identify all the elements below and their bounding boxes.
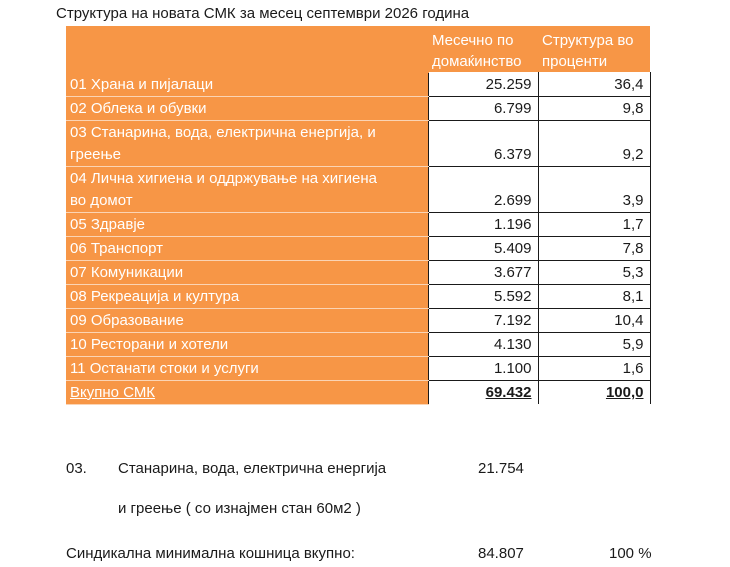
row-percent-value: 36,4 <box>538 72 650 96</box>
row-category-line1: 04 Лична хигиена и оддржување на хигиена <box>70 169 377 187</box>
row-category <box>66 166 428 212</box>
note-label-line1: Станарина, вода, електрична енергија <box>118 460 387 477</box>
summary-value: 84.807 <box>478 545 524 562</box>
row-percent-value: 5,3 <box>538 260 650 284</box>
total-monthly-value: 69.432 <box>428 380 538 404</box>
row-category <box>66 284 428 308</box>
row-category <box>66 96 428 120</box>
row-category-line2: во домот <box>70 191 133 209</box>
row-category-line1: 01 Храна и пијалаци <box>70 75 214 93</box>
row-percent-value: 7,8 <box>538 236 650 260</box>
row-monthly-value: 5.592 <box>428 284 538 308</box>
table-row <box>66 332 650 356</box>
table-header-row <box>66 26 650 72</box>
row-monthly-value: 4.130 <box>428 332 538 356</box>
table-row <box>66 236 650 260</box>
total-label: Вкупно СМК <box>66 380 428 404</box>
summary-percent: 100 % <box>609 545 652 562</box>
row-percent-value: 10,4 <box>538 308 650 332</box>
row-category-line1: 07 Комуникации <box>70 263 184 281</box>
header-blank-cell <box>66 26 428 72</box>
table-row <box>66 212 650 236</box>
row-category-line1: 05 Здравје <box>70 215 145 233</box>
row-percent-value: 3,9 <box>538 166 650 212</box>
smk-structure-table <box>66 26 651 405</box>
table-row <box>66 356 650 380</box>
row-category <box>66 236 428 260</box>
row-monthly-value: 6.379 <box>428 120 538 166</box>
row-percent-value: 5,9 <box>538 332 650 356</box>
row-category <box>66 72 428 96</box>
row-percent-value: 9,8 <box>538 96 650 120</box>
row-monthly-value: 7.192 <box>428 308 538 332</box>
row-monthly-value: 5.409 <box>428 236 538 260</box>
header-structure-percent: Структура во проценти <box>538 26 650 72</box>
row-monthly-value: 1.100 <box>428 356 538 380</box>
row-percent-value: 1,6 <box>538 356 650 380</box>
row-category-line1: 09 Образование <box>70 311 184 329</box>
table-row <box>66 308 650 332</box>
row-category <box>66 120 428 166</box>
row-category-line2: греење <box>70 145 122 163</box>
row-category-line1: 10 Ресторани и хотели <box>70 335 229 353</box>
row-monthly-value: 6.799 <box>428 96 538 120</box>
table-row <box>66 166 650 212</box>
row-category <box>66 260 428 284</box>
header-monthly-per-household: Месечно по домаќинство <box>428 26 538 72</box>
note-code: 03. <box>66 460 87 477</box>
summary-label: Синдикална минимална кошница вкупно: <box>66 545 355 562</box>
page-title: Структура на новата СМК за месец септември 2026 година <box>56 5 470 22</box>
row-category <box>66 212 428 236</box>
table-row <box>66 120 650 166</box>
row-category-line1: 03 Станарина, вода, електрична енергија, и <box>70 123 376 141</box>
row-category-line1: 02 Облека и обувки <box>70 99 207 117</box>
row-category <box>66 356 428 380</box>
row-percent-value: 8,1 <box>538 284 650 308</box>
table-row <box>66 284 650 308</box>
table-row <box>66 260 650 284</box>
row-monthly-value: 25.259 <box>428 72 538 96</box>
row-category-line1: 08 Рекреација и култура <box>70 287 240 305</box>
row-category <box>66 332 428 356</box>
row-monthly-value: 3.677 <box>428 260 538 284</box>
row-category <box>66 308 428 332</box>
row-percent-value: 1,7 <box>538 212 650 236</box>
table-row <box>66 96 650 120</box>
row-monthly-value: 2.699 <box>428 166 538 212</box>
note-label-line2: и греење ( со изнајмен стан 60м2 ) <box>118 500 361 517</box>
row-percent-value: 9,2 <box>538 120 650 166</box>
row-category-line1: 11 Останати стоки и услуги <box>70 359 259 377</box>
row-monthly-value: 1.196 <box>428 212 538 236</box>
table-row <box>66 72 650 96</box>
note-value: 21.754 <box>478 460 524 477</box>
total-row <box>66 380 650 404</box>
row-category-line1: 06 Транспорт <box>70 239 163 257</box>
total-percent-value: 100,0 <box>538 380 650 404</box>
